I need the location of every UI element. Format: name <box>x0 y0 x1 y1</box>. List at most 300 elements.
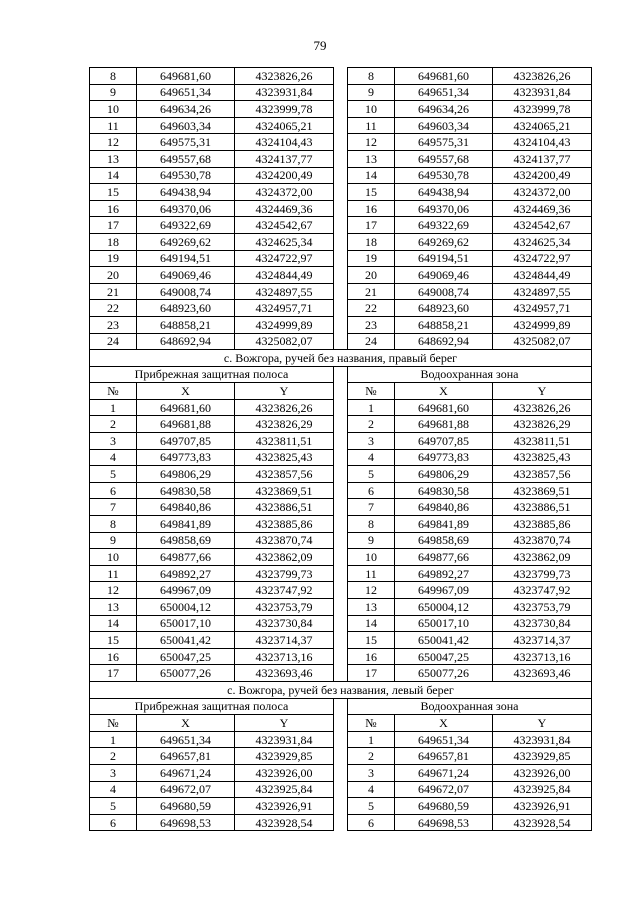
x-coordinate-cell: 649069,46 <box>395 267 493 284</box>
y-coordinate-cell: 4323931,84 <box>235 84 334 101</box>
point-number-cell: 16 <box>90 200 137 217</box>
point-number-cell: 6 <box>90 814 137 831</box>
point-number-cell: 5 <box>348 798 395 815</box>
y-coordinate-cell: 4323929,85 <box>235 748 334 765</box>
column-gap <box>334 449 348 466</box>
table-row <box>90 316 592 333</box>
column-header: X <box>137 715 235 732</box>
column-gap <box>334 283 348 300</box>
water-protection-zone-header: Водоохранная зона <box>348 698 592 715</box>
column-gap <box>334 499 348 516</box>
y-coordinate-cell: 4323926,00 <box>235 764 334 781</box>
x-coordinate-cell: 649671,24 <box>137 764 235 781</box>
point-number-cell: 23 <box>348 316 395 333</box>
y-coordinate-cell: 4323811,51 <box>493 433 592 450</box>
x-coordinate-cell: 648923,60 <box>395 300 493 317</box>
x-coordinate-cell: 648858,21 <box>395 316 493 333</box>
table-row <box>90 549 592 566</box>
point-number-cell: 11 <box>90 565 137 582</box>
point-number-cell: 19 <box>90 250 137 267</box>
point-number-cell: 10 <box>90 101 137 118</box>
y-coordinate-cell: 4323862,09 <box>235 549 334 566</box>
x-coordinate-cell: 649657,81 <box>395 748 493 765</box>
column-gap <box>334 101 348 118</box>
y-coordinate-cell: 4323713,16 <box>493 648 592 665</box>
point-number-cell: 14 <box>348 167 395 184</box>
table-row <box>90 582 592 599</box>
y-coordinate-cell: 4323931,84 <box>235 731 334 748</box>
point-number-cell: 11 <box>348 565 395 582</box>
point-number-cell: 15 <box>90 184 137 201</box>
x-coordinate-cell: 648858,21 <box>137 316 235 333</box>
y-coordinate-cell: 4323811,51 <box>235 433 334 450</box>
x-coordinate-cell: 649707,85 <box>137 433 235 450</box>
column-gap <box>334 167 348 184</box>
zone-header-row <box>90 698 592 715</box>
column-header: Y <box>235 715 334 732</box>
point-number-cell: 3 <box>348 764 395 781</box>
point-number-cell: 13 <box>348 599 395 616</box>
y-coordinate-cell: 4323999,78 <box>493 101 592 118</box>
point-number-cell: 15 <box>348 184 395 201</box>
y-coordinate-cell: 4324897,55 <box>493 283 592 300</box>
x-coordinate-cell: 649069,46 <box>137 267 235 284</box>
x-coordinate-cell: 649438,94 <box>395 184 493 201</box>
point-number-cell: 18 <box>348 233 395 250</box>
point-number-cell: 17 <box>90 665 137 682</box>
y-coordinate-cell: 4323714,37 <box>493 632 592 649</box>
column-header: № <box>348 715 395 732</box>
x-coordinate-cell: 649671,24 <box>395 764 493 781</box>
point-number-cell: 10 <box>348 549 395 566</box>
table-row <box>90 615 592 632</box>
column-header: № <box>90 715 137 732</box>
point-number-cell: 17 <box>90 217 137 234</box>
x-coordinate-cell: 649651,34 <box>137 731 235 748</box>
y-coordinate-cell: 4324469,36 <box>235 200 334 217</box>
point-number-cell: 13 <box>348 150 395 167</box>
column-header-row <box>90 715 592 732</box>
table-row <box>90 632 592 649</box>
table-row <box>90 648 592 665</box>
x-coordinate-cell: 649707,85 <box>395 433 493 450</box>
x-coordinate-cell: 649830,58 <box>395 482 493 499</box>
x-coordinate-cell: 649858,69 <box>395 532 493 549</box>
y-coordinate-cell: 4323693,46 <box>235 665 334 682</box>
y-coordinate-cell: 4324104,43 <box>493 134 592 151</box>
point-number-cell: 4 <box>348 449 395 466</box>
point-number-cell: 4 <box>90 449 137 466</box>
column-gap <box>334 565 348 582</box>
x-coordinate-cell: 649830,58 <box>137 482 235 499</box>
y-coordinate-cell: 4324957,71 <box>235 300 334 317</box>
point-number-cell: 2 <box>348 748 395 765</box>
y-coordinate-cell: 4323870,74 <box>235 532 334 549</box>
x-coordinate-cell: 649681,60 <box>395 399 493 416</box>
x-coordinate-cell: 650047,25 <box>137 648 235 665</box>
y-coordinate-cell: 4323929,85 <box>493 748 592 765</box>
page-number: 79 <box>313 38 327 53</box>
y-coordinate-cell: 4323928,54 <box>235 814 334 831</box>
y-coordinate-cell: 4323857,56 <box>493 466 592 483</box>
y-coordinate-cell: 4323869,51 <box>493 482 592 499</box>
y-coordinate-cell: 4324469,36 <box>493 200 592 217</box>
point-number-cell: 18 <box>90 233 137 250</box>
y-coordinate-cell: 4323826,29 <box>493 416 592 433</box>
point-number-cell: 12 <box>90 134 137 151</box>
x-coordinate-cell: 649322,69 <box>395 217 493 234</box>
y-coordinate-cell: 4324200,49 <box>235 167 334 184</box>
x-coordinate-cell: 649877,66 <box>137 549 235 566</box>
point-number-cell: 16 <box>90 648 137 665</box>
table-row <box>90 416 592 433</box>
table-row <box>90 283 592 300</box>
x-coordinate-cell: 650004,12 <box>137 599 235 616</box>
point-number-cell: 15 <box>348 632 395 649</box>
point-number-cell: 9 <box>348 532 395 549</box>
point-number-cell: 22 <box>90 300 137 317</box>
x-coordinate-cell: 649680,59 <box>137 798 235 815</box>
point-number-cell: 24 <box>348 333 395 350</box>
x-coordinate-cell: 649269,62 <box>137 233 235 250</box>
point-number-cell: 5 <box>90 466 137 483</box>
y-coordinate-cell: 4323926,91 <box>235 798 334 815</box>
x-coordinate-cell: 649651,34 <box>395 731 493 748</box>
table-row <box>90 814 592 831</box>
point-number-cell: 3 <box>90 433 137 450</box>
x-coordinate-cell: 649681,60 <box>137 399 235 416</box>
column-header: X <box>137 383 235 400</box>
column-gap <box>334 698 348 715</box>
y-coordinate-cell: 4323885,86 <box>235 516 334 533</box>
point-number-cell: 14 <box>90 615 137 632</box>
column-gap <box>334 117 348 134</box>
point-number-cell: 4 <box>90 781 137 798</box>
point-number-cell: 21 <box>90 283 137 300</box>
point-number-cell: 2 <box>90 748 137 765</box>
x-coordinate-cell: 649322,69 <box>137 217 235 234</box>
point-number-cell: 16 <box>348 200 395 217</box>
x-coordinate-cell: 649603,34 <box>395 117 493 134</box>
x-coordinate-cell: 650041,42 <box>137 632 235 649</box>
y-coordinate-cell: 4323870,74 <box>493 532 592 549</box>
y-coordinate-cell: 4323753,79 <box>493 599 592 616</box>
x-coordinate-cell: 649634,26 <box>137 101 235 118</box>
y-coordinate-cell: 4323926,00 <box>493 764 592 781</box>
column-gap <box>334 549 348 566</box>
y-coordinate-cell: 4324542,67 <box>493 217 592 234</box>
y-coordinate-cell: 4323730,84 <box>235 615 334 632</box>
column-gap <box>334 184 348 201</box>
y-coordinate-cell: 4323869,51 <box>235 482 334 499</box>
y-coordinate-cell: 4323925,84 <box>493 781 592 798</box>
point-number-cell: 6 <box>348 482 395 499</box>
column-header: Y <box>493 383 592 400</box>
y-coordinate-cell: 4324844,49 <box>493 267 592 284</box>
column-gap <box>334 300 348 317</box>
table-row <box>90 399 592 416</box>
column-gap <box>334 482 348 499</box>
y-coordinate-cell: 4323826,26 <box>493 399 592 416</box>
x-coordinate-cell: 649773,83 <box>395 449 493 466</box>
column-gap <box>334 516 348 533</box>
y-coordinate-cell: 4323886,51 <box>235 499 334 516</box>
x-coordinate-cell: 649806,29 <box>137 466 235 483</box>
column-gap <box>334 366 348 383</box>
y-coordinate-cell: 4323826,26 <box>235 399 334 416</box>
section-title: с. Вожгора, ручей без названия, правый берег <box>90 350 592 367</box>
x-coordinate-cell: 649773,83 <box>137 449 235 466</box>
table-row <box>90 798 592 815</box>
point-number-cell: 4 <box>348 781 395 798</box>
column-gap <box>334 715 348 732</box>
x-coordinate-cell: 650017,10 <box>395 615 493 632</box>
y-coordinate-cell: 4323826,26 <box>493 68 592 85</box>
y-coordinate-cell: 4323999,78 <box>235 101 334 118</box>
table-row <box>90 333 592 350</box>
y-coordinate-cell: 4323714,37 <box>235 632 334 649</box>
point-number-cell: 7 <box>348 499 395 516</box>
x-coordinate-cell: 649877,66 <box>395 549 493 566</box>
point-number-cell: 14 <box>90 167 137 184</box>
table-row <box>90 233 592 250</box>
point-number-cell: 2 <box>90 416 137 433</box>
column-header: X <box>395 715 493 732</box>
x-coordinate-cell: 649840,86 <box>395 499 493 516</box>
point-number-cell: 2 <box>348 416 395 433</box>
y-coordinate-cell: 4324542,67 <box>235 217 334 234</box>
column-gap <box>334 615 348 632</box>
point-number-cell: 9 <box>90 84 137 101</box>
y-coordinate-cell: 4324065,21 <box>235 117 334 134</box>
column-gap <box>334 267 348 284</box>
x-coordinate-cell: 649194,51 <box>395 250 493 267</box>
table-row <box>90 599 592 616</box>
x-coordinate-cell: 648923,60 <box>137 300 235 317</box>
table-row <box>90 781 592 798</box>
x-coordinate-cell: 649370,06 <box>395 200 493 217</box>
y-coordinate-cell: 4323730,84 <box>493 615 592 632</box>
point-number-cell: 11 <box>348 117 395 134</box>
point-number-cell: 10 <box>348 101 395 118</box>
x-coordinate-cell: 649603,34 <box>137 117 235 134</box>
table-row <box>90 68 592 85</box>
y-coordinate-cell: 4323747,92 <box>235 582 334 599</box>
column-gap <box>334 84 348 101</box>
table-row <box>90 300 592 317</box>
x-coordinate-cell: 649575,31 <box>137 134 235 151</box>
x-coordinate-cell: 650004,12 <box>395 599 493 616</box>
x-coordinate-cell: 649806,29 <box>395 466 493 483</box>
point-number-cell: 3 <box>90 764 137 781</box>
y-coordinate-cell: 4323826,29 <box>235 416 334 433</box>
x-coordinate-cell: 649892,27 <box>137 565 235 582</box>
table-row <box>90 84 592 101</box>
column-gap <box>334 68 348 85</box>
table-row <box>90 466 592 483</box>
y-coordinate-cell: 4323885,86 <box>493 516 592 533</box>
table-row <box>90 117 592 134</box>
table-row <box>90 101 592 118</box>
y-coordinate-cell: 4325082,07 <box>493 333 592 350</box>
x-coordinate-cell: 649530,78 <box>137 167 235 184</box>
column-gap <box>334 200 348 217</box>
table-row <box>90 532 592 549</box>
x-coordinate-cell: 650077,26 <box>395 665 493 682</box>
point-number-cell: 5 <box>90 798 137 815</box>
table-row <box>90 499 592 516</box>
y-coordinate-cell: 4324137,77 <box>235 150 334 167</box>
coordinates-table <box>89 67 592 831</box>
point-number-cell: 8 <box>348 516 395 533</box>
x-coordinate-cell: 649634,26 <box>395 101 493 118</box>
column-gap <box>334 466 348 483</box>
column-header: Y <box>493 715 592 732</box>
table-row <box>90 516 592 533</box>
point-number-cell: 15 <box>90 632 137 649</box>
x-coordinate-cell: 649967,09 <box>395 582 493 599</box>
column-gap <box>334 582 348 599</box>
point-number-cell: 14 <box>348 615 395 632</box>
column-gap <box>334 731 348 748</box>
x-coordinate-cell: 649269,62 <box>395 233 493 250</box>
point-number-cell: 1 <box>348 399 395 416</box>
point-number-cell: 20 <box>348 267 395 284</box>
x-coordinate-cell: 649651,34 <box>137 84 235 101</box>
x-coordinate-cell: 649672,07 <box>137 781 235 798</box>
x-coordinate-cell: 649680,59 <box>395 798 493 815</box>
y-coordinate-cell: 4323799,73 <box>493 565 592 582</box>
table-row <box>90 764 592 781</box>
section-title-row <box>90 681 592 698</box>
x-coordinate-cell: 650077,26 <box>137 665 235 682</box>
y-coordinate-cell: 4324200,49 <box>493 167 592 184</box>
column-gap <box>334 599 348 616</box>
x-coordinate-cell: 649008,74 <box>137 283 235 300</box>
column-gap <box>334 134 348 151</box>
y-coordinate-cell: 4324722,97 <box>493 250 592 267</box>
point-number-cell: 19 <box>348 250 395 267</box>
x-coordinate-cell: 649008,74 <box>395 283 493 300</box>
column-gap <box>334 150 348 167</box>
column-header: № <box>348 383 395 400</box>
y-coordinate-cell: 4325082,07 <box>235 333 334 350</box>
point-number-cell: 5 <box>348 466 395 483</box>
column-gap <box>334 399 348 416</box>
point-number-cell: 1 <box>90 399 137 416</box>
x-coordinate-cell: 649672,07 <box>395 781 493 798</box>
point-number-cell: 9 <box>90 532 137 549</box>
x-coordinate-cell: 649651,34 <box>395 84 493 101</box>
x-coordinate-cell: 649575,31 <box>395 134 493 151</box>
column-gap <box>334 781 348 798</box>
table-row <box>90 748 592 765</box>
point-number-cell: 1 <box>348 731 395 748</box>
column-header: Y <box>235 383 334 400</box>
table-row <box>90 200 592 217</box>
y-coordinate-cell: 4323825,43 <box>235 449 334 466</box>
x-coordinate-cell: 649967,09 <box>137 582 235 599</box>
x-coordinate-cell: 649530,78 <box>395 167 493 184</box>
x-coordinate-cell: 648692,94 <box>395 333 493 350</box>
column-gap <box>334 648 348 665</box>
point-number-cell: 17 <box>348 217 395 234</box>
table-row <box>90 565 592 582</box>
table-row <box>90 731 592 748</box>
section-title: с. Вожгора, ручей без названия, левый берег <box>90 681 592 698</box>
table-row <box>90 167 592 184</box>
x-coordinate-cell: 649681,60 <box>137 68 235 85</box>
x-coordinate-cell: 650047,25 <box>395 648 493 665</box>
y-coordinate-cell: 4324999,89 <box>493 316 592 333</box>
point-number-cell: 22 <box>348 300 395 317</box>
table-row <box>90 267 592 284</box>
column-gap <box>334 250 348 267</box>
point-number-cell: 7 <box>90 499 137 516</box>
column-gap <box>334 532 348 549</box>
coastal-strip-header: Прибрежная защитная полоса <box>90 698 334 715</box>
y-coordinate-cell: 4323926,91 <box>493 798 592 815</box>
column-gap <box>334 665 348 682</box>
table-row <box>90 150 592 167</box>
y-coordinate-cell: 4323928,54 <box>493 814 592 831</box>
y-coordinate-cell: 4324065,21 <box>493 117 592 134</box>
x-coordinate-cell: 649841,89 <box>395 516 493 533</box>
column-gap <box>334 316 348 333</box>
y-coordinate-cell: 4324844,49 <box>235 267 334 284</box>
column-gap <box>334 814 348 831</box>
x-coordinate-cell: 649557,68 <box>137 150 235 167</box>
x-coordinate-cell: 649840,86 <box>137 499 235 516</box>
y-coordinate-cell: 4324625,34 <box>493 233 592 250</box>
column-gap <box>334 233 348 250</box>
x-coordinate-cell: 650017,10 <box>137 615 235 632</box>
point-number-cell: 8 <box>348 68 395 85</box>
table-row <box>90 217 592 234</box>
y-coordinate-cell: 4323713,16 <box>235 648 334 665</box>
point-number-cell: 21 <box>348 283 395 300</box>
table-row <box>90 250 592 267</box>
y-coordinate-cell: 4324372,00 <box>235 184 334 201</box>
table-row <box>90 134 592 151</box>
point-number-cell: 10 <box>90 549 137 566</box>
x-coordinate-cell: 649698,53 <box>395 814 493 831</box>
y-coordinate-cell: 4323799,73 <box>235 565 334 582</box>
column-gap <box>334 333 348 350</box>
y-coordinate-cell: 4324897,55 <box>235 283 334 300</box>
column-header: X <box>395 383 493 400</box>
x-coordinate-cell: 649681,60 <box>395 68 493 85</box>
y-coordinate-cell: 4323825,43 <box>493 449 592 466</box>
y-coordinate-cell: 4323925,84 <box>235 781 334 798</box>
x-coordinate-cell: 649557,68 <box>395 150 493 167</box>
point-number-cell: 9 <box>348 84 395 101</box>
point-number-cell: 13 <box>90 150 137 167</box>
y-coordinate-cell: 4323693,46 <box>493 665 592 682</box>
column-gap <box>334 416 348 433</box>
y-coordinate-cell: 4324372,00 <box>493 184 592 201</box>
table-row <box>90 482 592 499</box>
table-row <box>90 433 592 450</box>
table-row <box>90 665 592 682</box>
y-coordinate-cell: 4324999,89 <box>235 316 334 333</box>
x-coordinate-cell: 649841,89 <box>137 516 235 533</box>
point-number-cell: 20 <box>90 267 137 284</box>
table-row <box>90 449 592 466</box>
y-coordinate-cell: 4323886,51 <box>493 499 592 516</box>
x-coordinate-cell: 650041,42 <box>395 632 493 649</box>
x-coordinate-cell: 648692,94 <box>137 333 235 350</box>
